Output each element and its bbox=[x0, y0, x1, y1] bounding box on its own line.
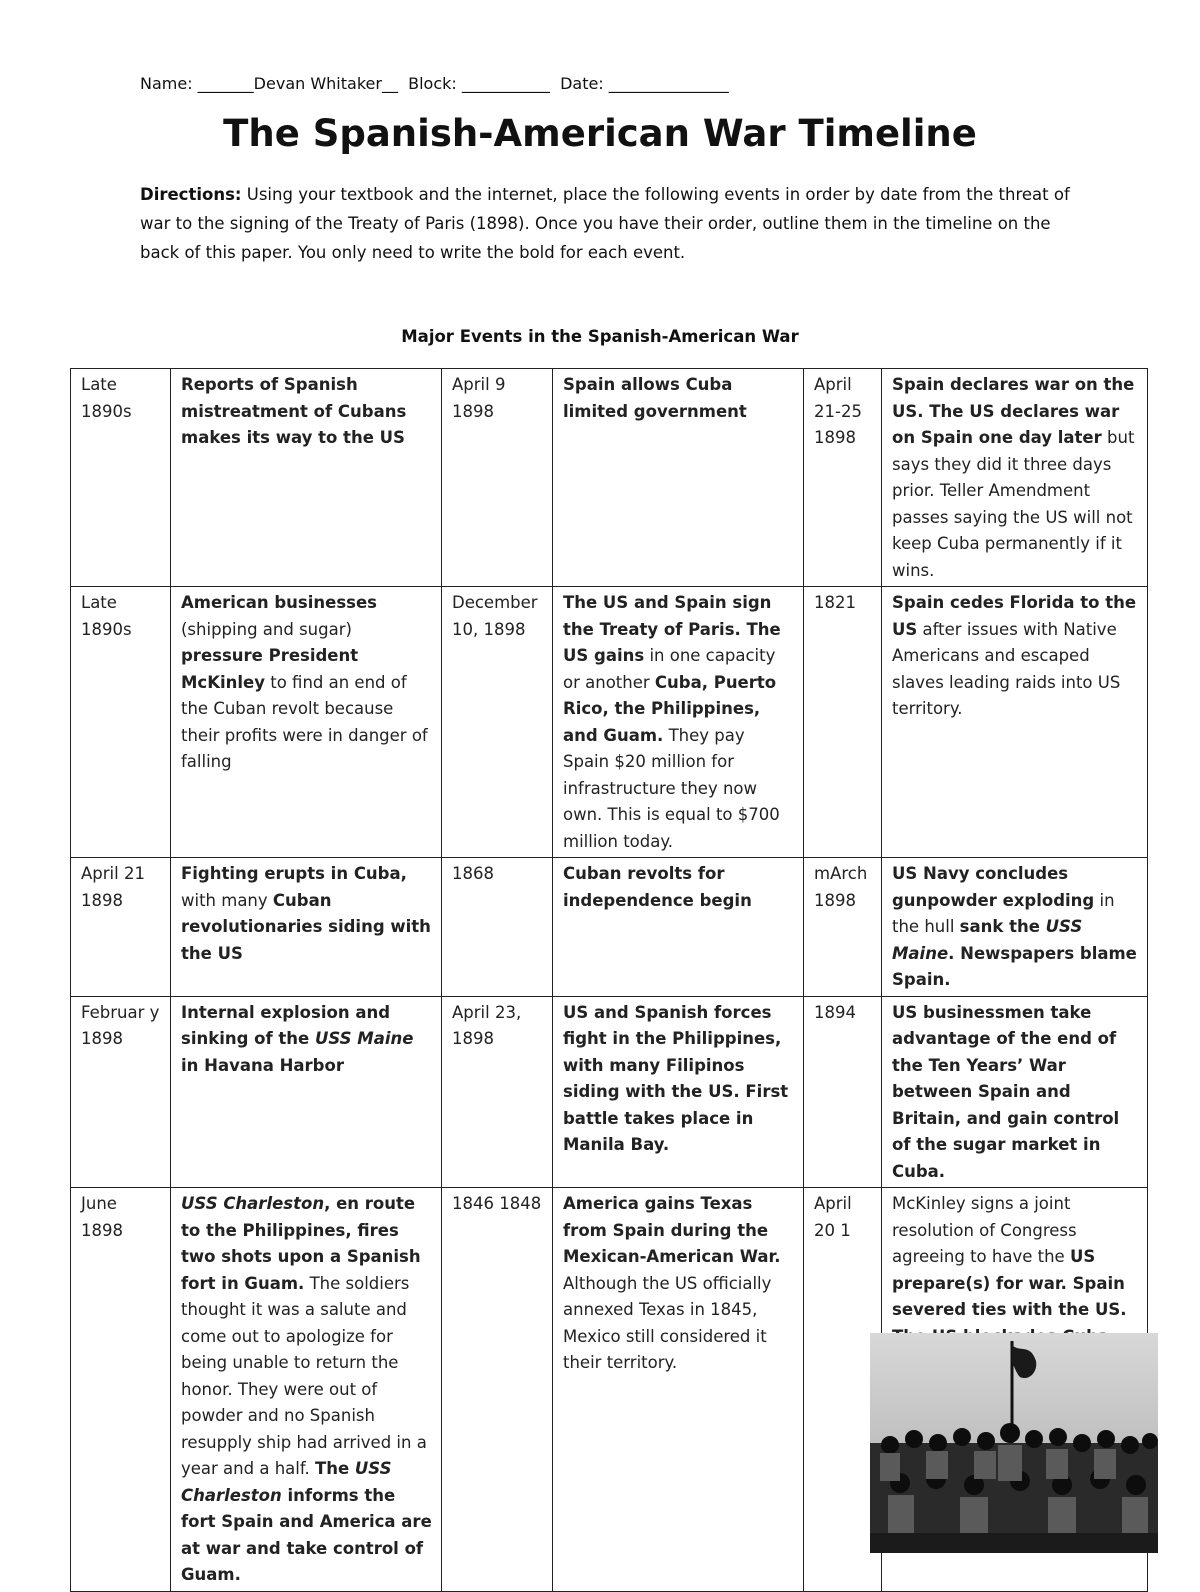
event-text: USS Maine bbox=[892, 917, 1083, 963]
event-description-cell bbox=[553, 587, 804, 858]
event-description-cell bbox=[171, 369, 442, 587]
event-date-cell bbox=[442, 996, 553, 1188]
event-text: informs the fort Spain and America are at war and take control of Guam. bbox=[181, 1485, 432, 1584]
event-text: They pay Spain $20 million for infrastructure they now own. This is equal to $700 million today. bbox=[563, 725, 780, 851]
page-title: The Spanish-American War Timeline bbox=[223, 112, 977, 155]
event-text: Reports of Spanish mistreatment of Cubans makes its way to the US bbox=[181, 375, 407, 447]
event-text: in Havana Harbor bbox=[181, 1055, 344, 1075]
event-text: in one capacity or another bbox=[563, 646, 776, 692]
event-date: Late 1890s bbox=[81, 593, 132, 639]
event-date: December 10, 1898 bbox=[452, 593, 538, 639]
event-date-cell bbox=[804, 996, 882, 1188]
event-text: Although the US officially annexed Texas in 1845, Mexico still considered it their territory. bbox=[563, 1273, 772, 1372]
event-text: The US and Spain sign the Treaty of Paris. The US gains bbox=[563, 593, 781, 665]
event-text: with many bbox=[181, 890, 273, 910]
event-text: pressure President McKinley bbox=[181, 646, 359, 692]
event-date: April 9 1898 bbox=[452, 375, 506, 421]
event-text: The soldiers thought it was a salute and come out to apologize for being unable to return the honor. They were out of powder and no Spanish resupply ship had arrived in a year and a half. bbox=[181, 1273, 427, 1478]
event-description-cell bbox=[882, 369, 1148, 587]
event-text: Fighting erupts in Cuba, bbox=[181, 864, 407, 883]
event-date-cell bbox=[442, 858, 553, 997]
event-description-cell bbox=[171, 996, 442, 1188]
historic-soldiers-photo bbox=[870, 1333, 1158, 1553]
event-text: USS Charleston bbox=[181, 1459, 392, 1505]
event-text: US and Spanish forces fight in the Philippines, with many Filipinos siding with the US. First battle takes place in Manila Bay. bbox=[563, 1002, 789, 1154]
event-description-cell bbox=[882, 996, 1148, 1188]
table-row bbox=[71, 996, 1148, 1188]
event-date: April 23, 1898 bbox=[452, 1002, 522, 1048]
event-date-cell bbox=[71, 1188, 171, 1592]
event-text: Cuban revolutionaries siding with the US bbox=[181, 890, 431, 963]
event-text: (shipping and sugar) bbox=[181, 619, 352, 639]
event-description-cell bbox=[882, 858, 1148, 997]
event-text: Spain cedes Florida to the US bbox=[892, 593, 1137, 639]
event-description-cell bbox=[171, 587, 442, 858]
table-row bbox=[71, 369, 1148, 587]
event-date: April 20 1 bbox=[814, 1194, 852, 1240]
date-label: Date: bbox=[560, 74, 604, 93]
event-text: American businesses bbox=[181, 593, 377, 612]
event-text: , en route to the Philippines, fires two shots upon a Spanish fort in Guam. bbox=[181, 1194, 421, 1293]
event-date: April 21-25 1898 bbox=[814, 375, 862, 447]
event-date: 1894 bbox=[814, 1002, 856, 1022]
event-text: McKinley signs a joint resolution of Congress agreeing to have the bbox=[892, 1194, 1077, 1266]
event-date: Februar y 1898 bbox=[81, 1002, 160, 1048]
event-date: mArch 1898 bbox=[814, 864, 868, 910]
directions bbox=[140, 180, 1075, 267]
event-text: but says they did it three days prior. Teller Amendment passes saying the US will not keep Cuba permanently if it wins. bbox=[892, 428, 1135, 580]
event-text: Spain allows Cuba limited government bbox=[563, 375, 747, 421]
event-date-cell bbox=[71, 369, 171, 587]
event-date-cell bbox=[804, 858, 882, 997]
date-field[interactable]: _______________ bbox=[603, 74, 729, 93]
event-date-cell bbox=[442, 1188, 553, 1592]
event-text: Cuban revolts for independence begin bbox=[563, 864, 752, 910]
directions-label: Directions: bbox=[140, 185, 242, 204]
block-field[interactable]: ___________ bbox=[456, 74, 550, 93]
event-text: Spain declares war on the US. The US declares war on Spain one day later bbox=[892, 375, 1135, 447]
block-label: Block: bbox=[408, 74, 457, 93]
student-info-line bbox=[140, 74, 729, 93]
event-date-cell bbox=[71, 858, 171, 997]
event-text: in the hull bbox=[892, 890, 1115, 936]
event-date: June 1898 bbox=[81, 1194, 123, 1240]
event-date-cell bbox=[71, 587, 171, 858]
name-label: Name: bbox=[140, 74, 193, 93]
event-text: Internal explosion and sinking of the bbox=[181, 1002, 391, 1048]
event-date: 1821 bbox=[814, 593, 856, 612]
event-date: 1868 bbox=[452, 864, 494, 883]
event-date-cell bbox=[71, 996, 171, 1188]
event-date-cell bbox=[442, 369, 553, 587]
event-text: after issues with Native Americans and escaped slaves leading raids into US territory. bbox=[892, 619, 1121, 718]
event-text: USS Maine bbox=[314, 1029, 414, 1048]
event-text: sank the bbox=[959, 917, 1046, 936]
event-date-cell bbox=[804, 587, 882, 858]
table-row bbox=[71, 587, 1148, 858]
event-description-cell bbox=[553, 1188, 804, 1592]
directions-text: Using your textbook and the internet, place the following events in order by date from the threat of war to the signing of the Treaty of Paris (1898). Once you have their order, outline them in the timeline on the back of this paper. You only need to write the bold for each event. bbox=[140, 185, 1070, 262]
table-row bbox=[71, 858, 1148, 997]
event-description-cell bbox=[171, 858, 442, 997]
event-text: USS Charleston bbox=[181, 1194, 325, 1213]
event-text: The bbox=[314, 1459, 355, 1478]
event-description-cell bbox=[171, 1188, 442, 1592]
event-date: 1846 1848 bbox=[452, 1194, 542, 1213]
event-description-cell bbox=[553, 858, 804, 997]
event-text: to find an end of the Cuban revolt because their profits were in danger of falling bbox=[181, 672, 428, 771]
event-text: America gains Texas from Spain during the Mexican-American War. bbox=[563, 1194, 781, 1266]
event-description-cell bbox=[553, 996, 804, 1188]
table-title: Major Events in the Spanish-American War bbox=[401, 327, 799, 346]
event-date: April 21 1898 bbox=[81, 864, 145, 910]
event-date-cell bbox=[804, 369, 882, 587]
event-description-cell bbox=[882, 587, 1148, 858]
event-text: US businessmen take advantage of the end of the Ten Years’ War between Spain and Britain, and gain control of the sugar market in Cuba. bbox=[892, 1002, 1120, 1181]
event-text: US prepare(s) for war. Spain severed ties with the US. bbox=[892, 1247, 1127, 1319]
event-text: Cuba, Puerto Rico, the Philippines, and Guam. bbox=[563, 672, 777, 745]
name-field[interactable]: _______Devan Whitaker__ bbox=[192, 74, 398, 93]
event-text: US Navy concludes gunpowder exploding bbox=[892, 864, 1095, 910]
event-text: . Newspapers blame Spain. bbox=[892, 943, 1137, 989]
event-description-cell bbox=[553, 369, 804, 587]
event-date: Late 1890s bbox=[81, 375, 132, 421]
photo-image bbox=[870, 1333, 1158, 1553]
event-date-cell bbox=[442, 587, 553, 858]
